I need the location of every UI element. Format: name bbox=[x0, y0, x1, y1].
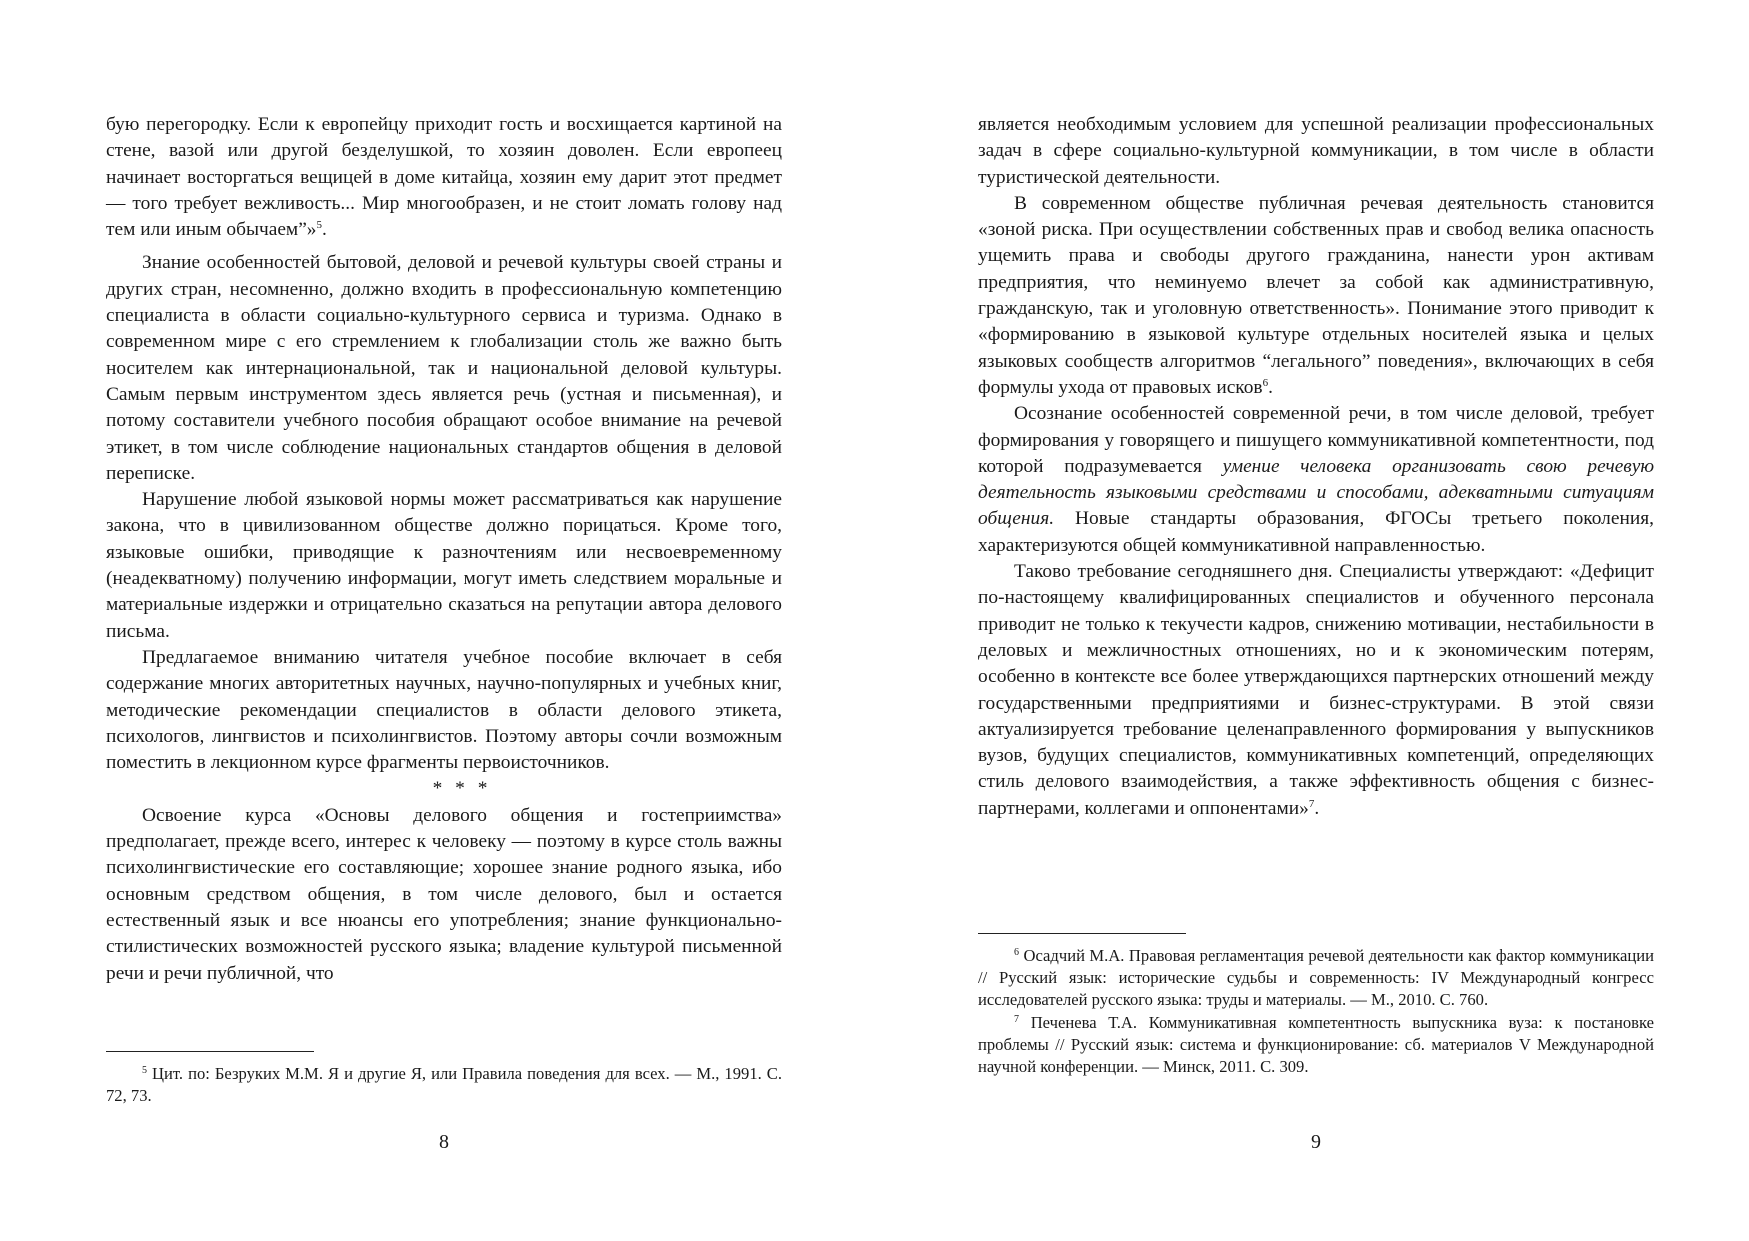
right-page bbox=[978, 0, 1654, 1241]
footnote-number: 7 bbox=[1014, 1014, 1019, 1026]
paragraph: В современном обществе публичная речевая деятельность становится «зоной риска. При осуществлении собственных прав и свобод велика опасность ущемить права и свободы другого гражданина, нанести урон активам предприятия, что неминуемо влечет за собой как административную, гражданскую, так и уголовную ответственность». Понимание этого приводит к «формированию в языковой культуре отдельных носителей языка и целых языковых сообществ алгоритмов “легального” поведения», включающих в себя формулы ухода от правовых исков$^6$. bbox=[978, 192, 1654, 398]
footnote-rule bbox=[978, 933, 1186, 934]
left-page bbox=[106, 0, 782, 1241]
paragraph: Освоение курса «Основы делового общения и гостеприимства» предполагает, прежде всего, интерес к человеку — поэтому в курсе столь важны психолингвистические его составляющие; хорошее знание родного языка, ибо основным средством общения, в том числе делового, был и остается естественный язык и все нюансы его употребления; знание функционально-стилистических возможностей русского языка; владение культурой письменной речи и речи публичной, что bbox=[106, 804, 782, 984]
paragraph: Предлагаемое вниманию читателя учебное пособие включает в себя содержание многих авторитетных научных, научно-популярных и учебных книг, методические рекомендации специалистов в области делового этикета, психологов, лингвистов и психолингвистов. Поэтому авторы сочли возможным поместить в лекционном курсе фрагменты первоисточников. bbox=[106, 646, 782, 774]
paragraph: Знание особенностей бытовой, деловой и речевой культуры своей страны и других стран, несомненно, должно входить в профессиональную компетенцию специалиста в области социально-культурного сервиса и туризма. Однако в современном мире с его стремлением к глобализации столь же важно быть носителем как интернациональной, так и национальной деловой культуры. Самым первым инструментом здесь является речь (устная и письменная), и потому составители учебного пособия обращают особое внимание на речевой этикет, в том числе соблюдение национальных стандартов общения в деловой переписке. bbox=[106, 252, 782, 484]
left-page-body bbox=[106, 112, 782, 987]
footnote-rule bbox=[106, 1051, 314, 1052]
footnote: $^7$ Печенева Т.А. Коммуникативная компетентность выпускника вуза: к постановке проблемы // Русский язык: система и функционирование: сб. материалов V Международной научной конференции. — Минск, 2011. С. 309. bbox=[978, 1013, 1654, 1076]
right-page-body bbox=[978, 112, 1654, 822]
paragraph: Таково требование сегодняшнего дня. Специалисты утверждают: «Дефицит по-настоящему квалифицированных специалистов и обученного персонала приводит не только к текучести кадров, снижению мотивации, нестабильности в деловых и межличностных отношениях, но и к экономическим потерям, особенно в контексте все более утверждающихся партнерских отношений между государственными предприятиями и бизнес-структурами. В этой связи актуализируется требование целенаправленного формирования у выпускников вузов, будущих специалистов, коммуникативных компетенций, определяющих стиль делового взаимодействия, а также эффективность общения с бизнес-партнерами, коллегами и оппонентами»$^7$. bbox=[978, 561, 1654, 819]
footnote-ref: 5 bbox=[316, 219, 323, 232]
paragraph: является необходимым условием для успешной реализации профессиональных задач в сфере социально-культурной коммуникации, в том числе в области туристической деятельности. bbox=[978, 114, 1654, 188]
footnotes bbox=[978, 945, 1654, 1080]
paragraph: Нарушение любой языковой нормы может рассматриваться как нарушение закона, что в цивилизованном обществе должно порицаться. Кроме того, языковые ошибки, приводящие к разночтениям или несвоевременному (неадекватному) получению информации, могут иметь следствием моральные и материальные издержки и отрицательно сказаться на репутации автора делового письма. bbox=[106, 489, 782, 642]
footnote-number: 5 bbox=[142, 1065, 147, 1076]
page-number: 8 bbox=[439, 1131, 449, 1153]
section-separator: * * * bbox=[432, 778, 492, 800]
footnote: $^6$ Осадчий М.А. Правовая регламентация речевой деятельности как фактор коммуникации // Русский язык: исторические судьбы и современность: IV Международный конгресс исследователей русского языка: труды и материалы. — М., 2010. С. 760. bbox=[978, 946, 1654, 1009]
paragraph: Осознание особенностей современной речи, в том числе деловой, требует формирования у говорящего и пишущего коммуникативной компетентности, под которой подразумевается умение человека организовать свою речевую деятельность языковыми средствами и способами, адекватными ситуациям общения. Новые стандарты образования, ФГОСы третьего поколения, характеризуются общей коммуникативной направленностью. bbox=[978, 403, 1655, 556]
footnote-number: 6 bbox=[1014, 947, 1019, 958]
italic-definition: умение человека организовать свою речевую деятельность языковыми средствами и способами, адекватными ситуациям общения. bbox=[978, 455, 1655, 530]
footnotes bbox=[106, 1063, 782, 1109]
page-number: 9 bbox=[1311, 1131, 1321, 1153]
footnote-ref: 6 bbox=[1262, 376, 1269, 389]
footnote-ref: 7 bbox=[1308, 797, 1315, 810]
footnote: $^5$ Цит. по: Безруких М.М. Я и другие Я, или Правила поведения для всех. — М., 1991. С. 72, 73. bbox=[106, 1064, 782, 1105]
paragraph: бую перегородку. Если к европейцу приходит гость и восхищается картиной на стене, вазой или другой безделушкой, то хозяин доволен. Если европеец начинает восторгаться вещицей в доме китайца, хозяин ему дарит этот предмет — того требует вежливость... Мир многообразен, и не стоит ломать голову над тем или иным обычаем”»$^5$. bbox=[106, 114, 782, 241]
